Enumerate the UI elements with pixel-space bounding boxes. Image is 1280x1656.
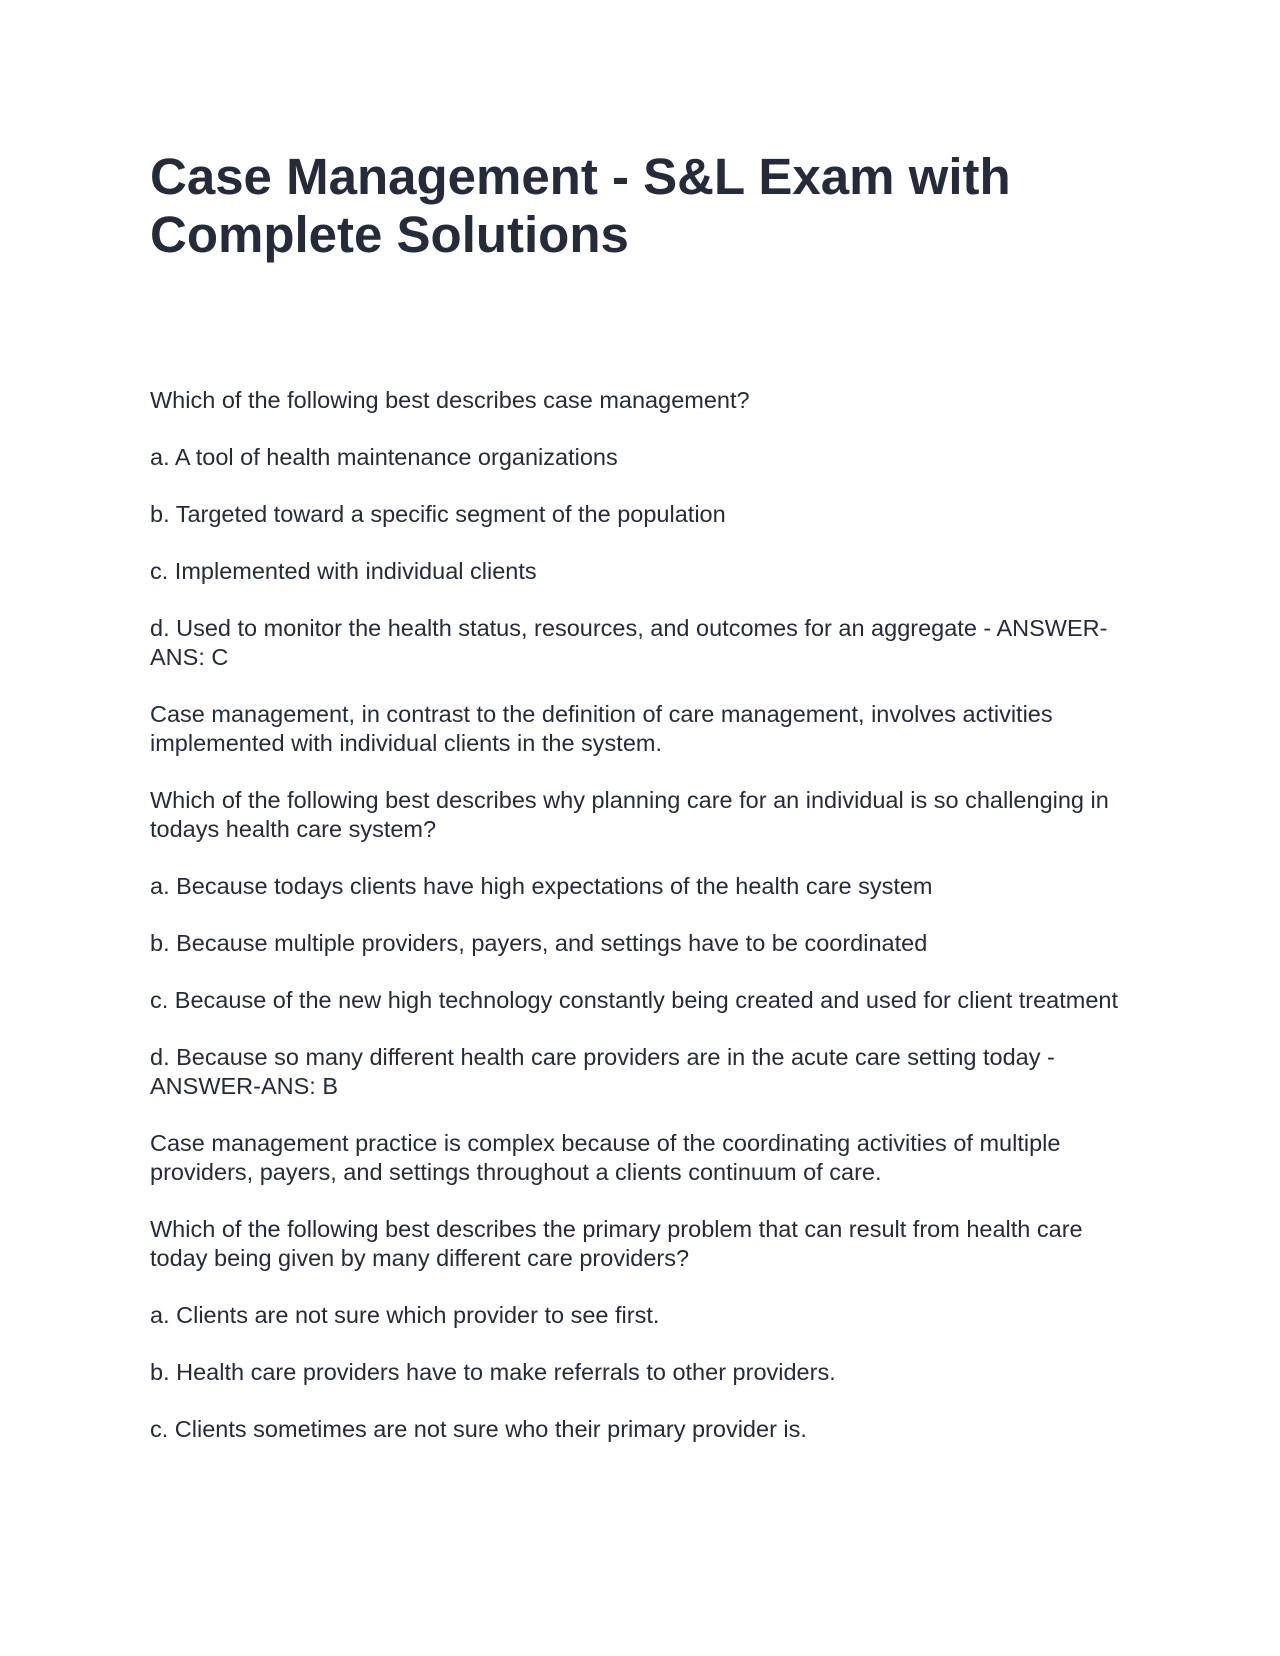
title-line-1: Case Management - S&L Exam with bbox=[150, 148, 1011, 205]
question-1-option-b: b. Targeted toward a specific segment of the population bbox=[150, 501, 726, 527]
question-2-option-b: b. Because multiple providers, payers, and settings have to be coordinated bbox=[150, 930, 928, 956]
question-2-explanation: Case management practice is complex because of the coordinating activities of multiple providers, payers, and settings throughout a clients continuum of care. bbox=[150, 1130, 1061, 1185]
question-3-option-c: c. Clients sometimes are not sure who their primary provider is. bbox=[150, 1416, 807, 1442]
question-2-option-d-answer: d. Because so many different health care providers are in the acute care setting today - ANSWER-ANS: B bbox=[150, 1044, 1055, 1099]
question-3: Which of the following best describes the primary problem that can result from health care today being given by many different care providers? bbox=[150, 1216, 1083, 1271]
question-2: Which of the following best describes why planning care for an individual is so challenging in todays health care system? bbox=[150, 787, 1109, 842]
document-body bbox=[150, 386, 1130, 1444]
document-page bbox=[150, 148, 1130, 1472]
question-1-explanation: Case management, in contrast to the definition of care management, involves activities implemented with individual clients in the system. bbox=[150, 701, 1053, 756]
question-1-option-c: c. Implemented with individual clients bbox=[150, 558, 537, 584]
question-3-option-a: a. Clients are not sure which provider to see first. bbox=[150, 1302, 660, 1328]
document-title bbox=[150, 148, 1130, 264]
question-3-option-b: b. Health care providers have to make referrals to other providers. bbox=[150, 1359, 836, 1385]
question-1-option-d-answer: d. Used to monitor the health status, resources, and outcomes for an aggregate - ANSWER-ANS: C bbox=[150, 615, 1108, 670]
question-1-option-a: a. A tool of health maintenance organizations bbox=[150, 444, 618, 470]
question-2-option-c: c. Because of the new high technology constantly being created and used for client treatment bbox=[150, 987, 1119, 1013]
question-1: Which of the following best describes case management? bbox=[150, 387, 750, 413]
question-2-option-a: a. Because todays clients have high expectations of the health care system bbox=[150, 873, 933, 899]
title-line-2: Complete Solutions bbox=[150, 206, 629, 263]
